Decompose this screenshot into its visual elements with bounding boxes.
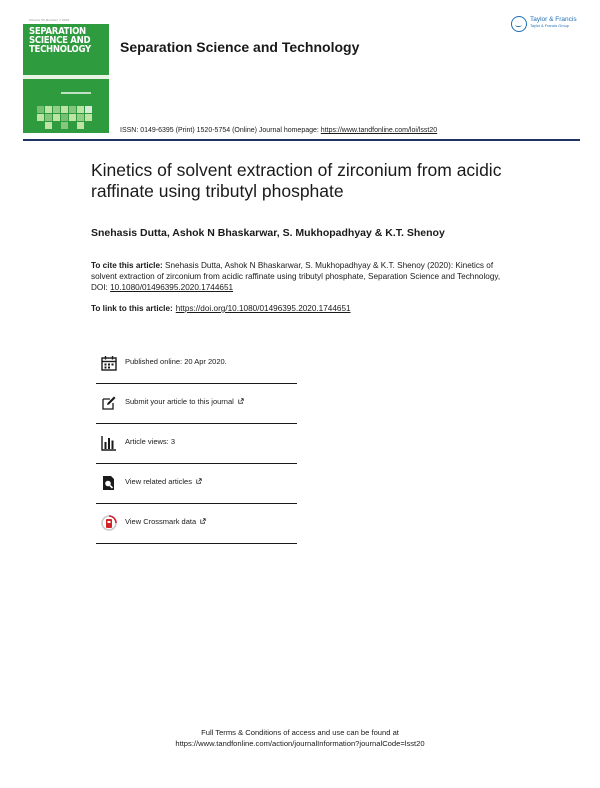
article-url-link[interactable]: https://doi.org/10.1080/01496395.2020.1744651 xyxy=(175,304,351,313)
action-related-articles[interactable] xyxy=(96,464,297,504)
external-link-icon xyxy=(196,478,202,484)
cover-band xyxy=(23,75,109,79)
issn-line xyxy=(120,127,437,134)
calendar-icon xyxy=(101,355,117,371)
bar-chart-icon xyxy=(101,435,117,451)
crossmark-label xyxy=(125,517,206,526)
publisher-sub: Taylor & Francis Group xyxy=(530,24,569,28)
related-articles-text: View related articles xyxy=(125,477,192,486)
external-link-icon xyxy=(238,398,244,404)
action-crossmark[interactable] xyxy=(96,504,297,544)
journal-cover-thumbnail[interactable] xyxy=(23,17,109,133)
publisher-name: Taylor & Francis xyxy=(530,16,577,23)
action-published-online xyxy=(96,344,297,384)
search-document-icon xyxy=(101,475,117,491)
cover-top-text: Volume 55 Number 7 2020 xyxy=(29,18,70,22)
header-divider xyxy=(23,139,580,141)
doi-link[interactable]: 10.1080/01496395.2020.1744651 xyxy=(110,283,234,292)
cover-logo-mark xyxy=(61,92,91,94)
footer-terms-text: Full Terms & Conditions of access and use can be found at xyxy=(201,728,399,737)
related-articles-label xyxy=(125,477,202,486)
cover-tile-pattern xyxy=(37,103,103,133)
submit-article-label xyxy=(125,397,244,406)
action-submit-article[interactable] xyxy=(96,384,297,424)
journal-name: Separation Science and Technology xyxy=(120,39,360,55)
article-authors: Snehasis Dutta, Ashok N Bhaskarwar, S. Mukhopadhyay & K.T. Shenoy xyxy=(91,227,445,239)
citation-label: To cite this article: xyxy=(91,261,163,270)
crossmark-text: View Crossmark data xyxy=(125,517,197,526)
citation-block xyxy=(91,260,511,293)
crossmark-icon xyxy=(101,515,117,531)
link-label: To link to this article: xyxy=(91,304,173,313)
journal-homepage-link[interactable]: https://www.tandfonline.com/loi/lsst20 xyxy=(320,127,438,134)
footer xyxy=(0,727,600,749)
cover-title: SEPARATION SCIENCE AND TECHNOLOGY xyxy=(29,26,91,55)
cover-top-strip xyxy=(23,17,109,24)
article-link-line xyxy=(91,304,351,313)
article-views-label: Article views: 3 xyxy=(125,437,176,446)
action-article-views xyxy=(96,424,297,464)
citation-text: Snehasis Dutta, Ashok N Bhaskarwar, S. Mukhopadhyay & K.T. Shenoy (2020): Kinetics of solvent extraction of zirconium from acidic raffinate using tributyl phosphate, Separation Science and Technology, DOI: xyxy=(91,261,501,292)
external-link-icon xyxy=(200,518,206,524)
submit-article-text: Submit your article to this journal xyxy=(125,397,234,406)
issn-text: ISSN: 0149-6395 (Print) 1520-5754 (Online) Journal homepage: xyxy=(120,127,321,134)
article-title: Kinetics of solvent extraction of zirconium from acidic raffinate using tributyl phosphate xyxy=(91,160,502,201)
published-online-label: Published online: 20 Apr 2020. xyxy=(125,357,227,366)
publisher-logo-icon xyxy=(511,16,527,32)
footer-terms-link[interactable]: https://www.tandfonline.com/action/journalInformation?journalCode=lsst20 xyxy=(175,739,425,748)
edit-icon xyxy=(101,395,117,411)
article-actions-list xyxy=(96,344,297,544)
